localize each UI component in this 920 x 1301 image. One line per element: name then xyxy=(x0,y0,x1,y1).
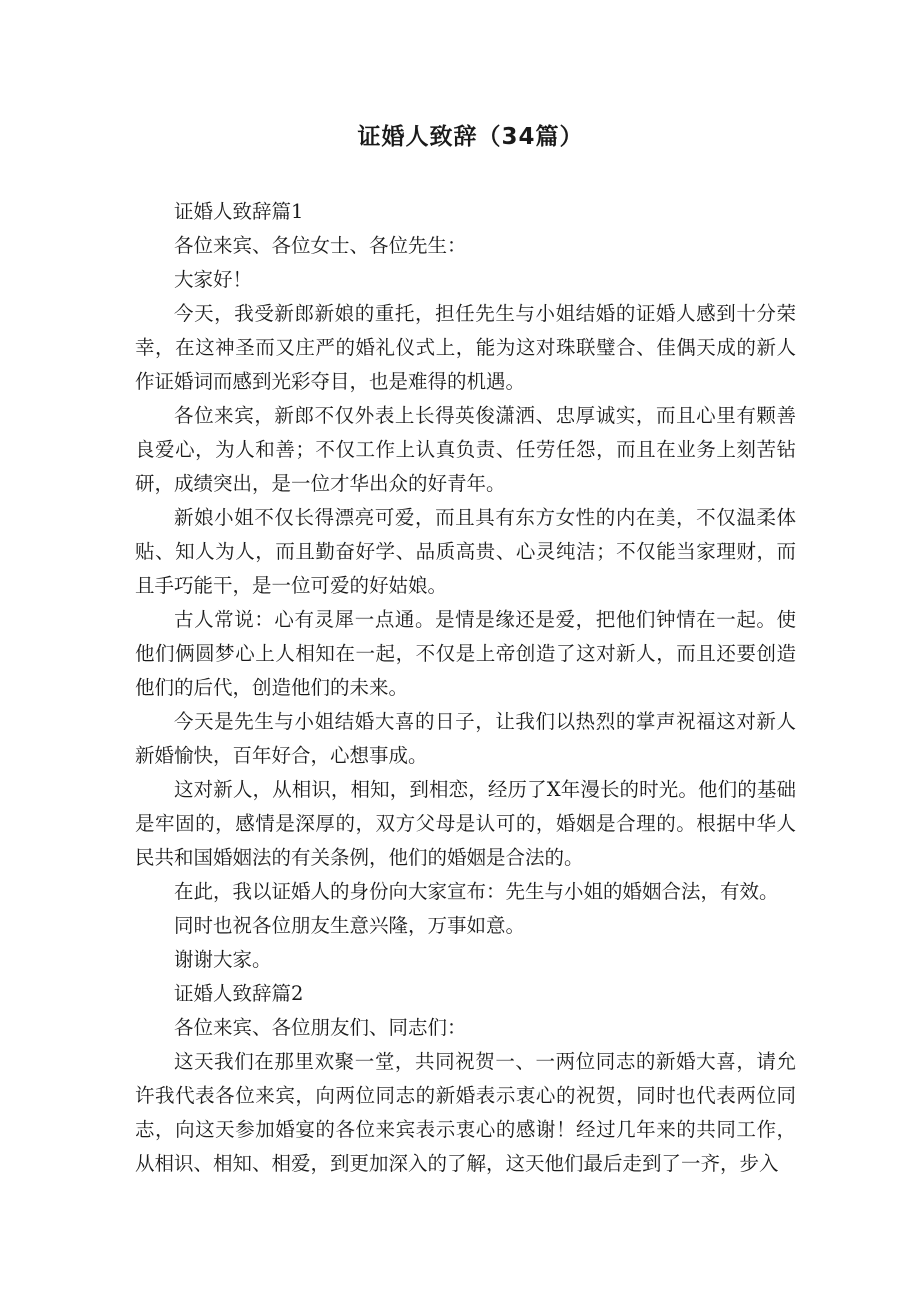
body-paragraph: 新娘小姐不仅长得漂亮可爱，而且具有东方女性的内在美，不仅温柔体贴、知人为人，而且勤奋好学、品质高贵、心灵纯洁；不仅能当家理财，而且手巧能干，是一位可爱的好姑娘。 xyxy=(135,506,796,597)
closing-line: 谢谢大家。 xyxy=(174,948,272,971)
body-paragraph: 这对新人，从相识，相知，到相恋，经历了X年漫长的时光。他们的基础是牢固的，感情是深厚的，双方父母是认可的，婚姻是合理的。根据中华人民共和国婚姻法的有关条例，他们的婚姻是合法的。 xyxy=(135,778,796,869)
body-paragraph: 在此，我以证婚人的身份向大家宣布：先生与小姐的婚姻合法，有效。 xyxy=(174,880,779,903)
document-body xyxy=(135,195,796,1181)
salutation: 各位来宾、各位朋友们、同志们： xyxy=(174,1016,467,1039)
body-paragraph: 今天，我受新郎新娘的重托，担任先生与小姐结婚的证婚人感到十分荣幸，在这神圣而又庄严的婚礼仪式上，能为这对珠联璧合、佳偶天成的新人作证婚词而感到光彩夺目，也是难得的机遇。 xyxy=(135,302,796,393)
body-paragraph: 古人常说：心有灵犀一点通。是情是缘还是爱，把他们钟情在一起。使他们俩圆梦心上人相知在一起，不仅是上帝创造了这对新人，而且还要创造他们的后代，创造他们的未来。 xyxy=(135,608,796,699)
salutation: 各位来宾、各位女士、各位先生： xyxy=(174,234,467,257)
document-title: 证婚人致辞（34篇） xyxy=(357,124,584,150)
section-heading: 证婚人致辞篇2 xyxy=(174,982,304,1005)
greeting: 大家好！ xyxy=(174,268,253,291)
body-paragraph: 同时也祝各位朋友生意兴隆，万事如意。 xyxy=(174,914,526,937)
body-paragraph: 这天我们在那里欢聚一堂，共同祝贺一、一两位同志的新婚大喜，请允许我代表各位来宾，向两位同志的新婚表示衷心的祝贺，同时也代表两位同志，向这天参加婚宴的各位来宾表示衷心的感谢！经过几年来的共同工作，从相识、相知、相爱，到更加深入的了解，这天他们最后走到了一齐，步入 xyxy=(135,1050,796,1175)
body-paragraph: 今天是先生与小姐结婚大喜的日子，让我们以热烈的掌声祝福这对新人新婚愉快，百年好合，心想事成。 xyxy=(135,710,796,767)
body-paragraph: 各位来宾，新郎不仅外表上长得英俊潇洒、忠厚诚实，而且心里有颗善良爱心，为人和善；不仅工作上认真负责、任劳任怨，而且在业务上刻苦钻研，成绩突出，是一位才华出众的好青年。 xyxy=(135,404,796,495)
section-heading: 证婚人致辞篇1 xyxy=(174,200,304,223)
